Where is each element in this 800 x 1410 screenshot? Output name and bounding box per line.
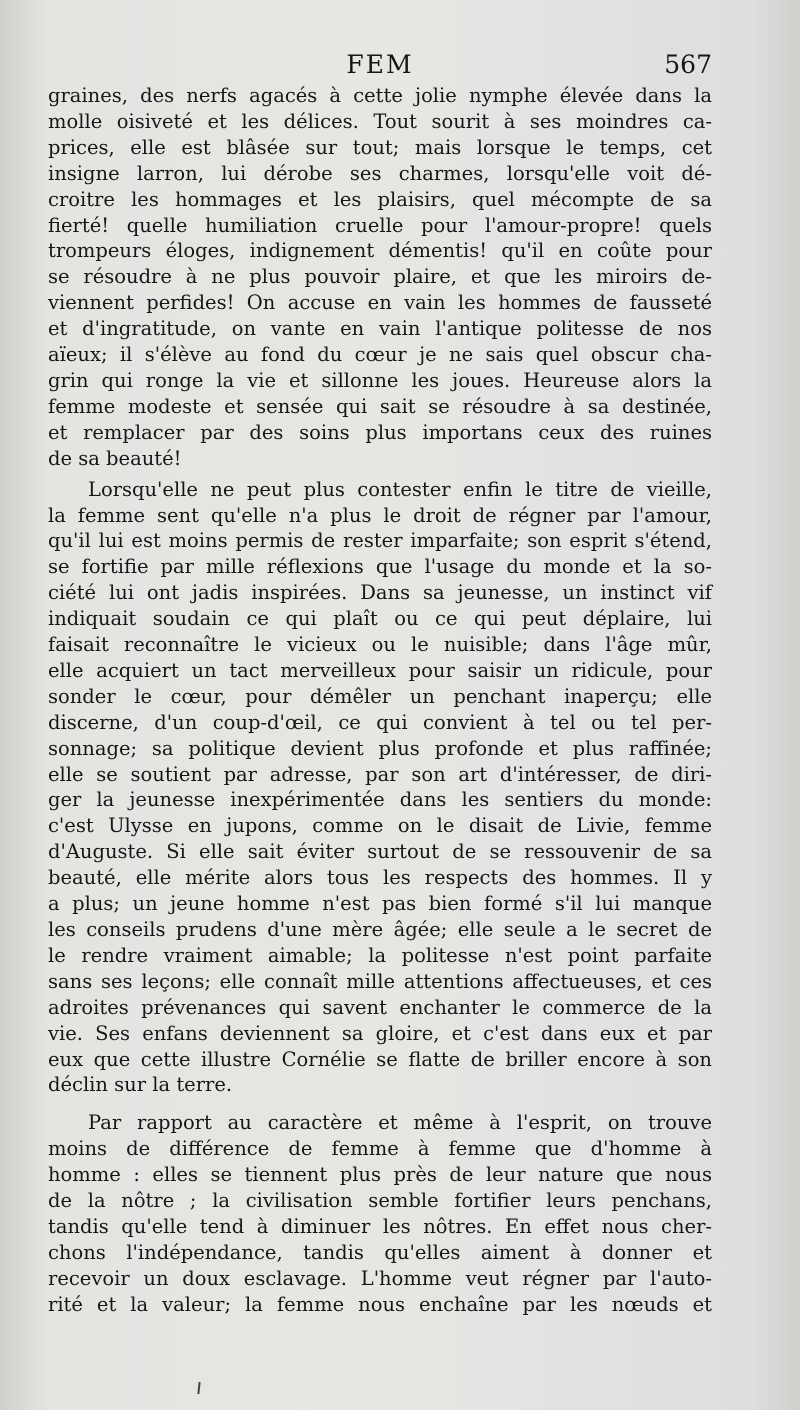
- text-line: elle se soutient par adresse, par son art d'intéresser, de diri-: [48, 762, 712, 786]
- text-line: se résoudre à ne plus pouvoir plaire, et que les miroirs de-: [48, 265, 712, 289]
- text-line: Par rapport au caractère et même à l'esprit, on trouve: [88, 1111, 712, 1135]
- text-line: prices, elle est blâsée sur tout; mais lorsque le temps, cet: [48, 135, 712, 159]
- paragraph-2: [48, 477, 712, 1099]
- text-line: sonder le cœur, pour démêler un penchant inaperçu; elle: [48, 684, 712, 708]
- page-header: [48, 48, 712, 82]
- body-text: [48, 83, 712, 1318]
- text-line: sonnage; sa politique devient plus profonde et plus raffinée;: [48, 736, 712, 760]
- text-line: les conseils prudens d'une mère âgée; elle seule a le secret de: [48, 918, 712, 941]
- text-line: beauté, elle mérite alors tous les respects des hommes. Il y: [48, 866, 712, 890]
- page-number: 567: [664, 50, 712, 79]
- text-line: trompeurs éloges, indignement démentis! qu'il en coûte pour: [48, 239, 712, 263]
- text-line: et d'ingratitude, on vante en vain l'antique politesse de nos: [48, 317, 712, 341]
- text-line: eux que cette illustre Cornélie se flatte de briller encore à son: [48, 1047, 712, 1071]
- text-line: de la nôtre ; la civilisation semble fortifier leurs penchans,: [48, 1189, 712, 1213]
- text-line: femme modeste et sensée qui sait se résoudre à sa destinée,: [48, 394, 712, 418]
- text-line: tandis qu'elle tend à diminuer les nôtres. En effet nous cher-: [48, 1214, 712, 1238]
- text-line: ciété lui ont jadis inspirées. Dans sa jeunesse, un instinct vif: [48, 581, 712, 605]
- text-line: sans ses leçons; elle connaît mille attentions affectueuses, et ces: [48, 969, 712, 993]
- text-line: a plus; un jeune homme n'est pas bien formé s'il lui manque: [48, 892, 712, 916]
- text-line: fierté! quelle humiliation cruelle pour l'amour-propre! quels: [48, 213, 712, 237]
- text-line: et remplacer par des soins plus importans ceux des ruines: [48, 420, 712, 444]
- text-line: déclin sur la terre.: [48, 1073, 233, 1097]
- text-line: grin qui ronge la vie et sillonne les joues. Heureuse alors la: [48, 368, 712, 392]
- text-line: moins de différence de femme à femme que d'homme à: [48, 1137, 712, 1161]
- text-line: c'est Ulysse en jupons, comme on le disait de Livie, femme: [48, 814, 712, 838]
- text-line: elle acquiert un tact merveilleux pour saisir un ridicule, pour: [48, 658, 712, 682]
- running-head: FEM: [346, 50, 414, 79]
- text-line: de sa beauté!: [48, 446, 182, 470]
- text-line: aïeux; il s'élève au fond du cœur je ne sais quel obscur cha-: [48, 343, 712, 367]
- text-line: indiquait soudain ce qui plaît ou ce qui peut déplaire, lui: [48, 607, 712, 631]
- text-line: graines, des nerfs agacés à cette jolie nymphe élevée dans la: [48, 84, 712, 107]
- text-line: adroites prévenances qui savent enchanter le commerce de la: [48, 995, 712, 1019]
- text-line: se fortifie par mille réflexions que l'usage du monde et la so-: [48, 555, 712, 579]
- text-line: Lorsqu'elle ne peut plus contester enfin le titre de vieille,: [88, 477, 712, 501]
- text-line: recevoir un doux esclavage. L'homme veut régner par l'auto-: [48, 1266, 712, 1290]
- text-line: ger la jeunesse inexpérimentée dans les sentiers du monde:: [48, 788, 712, 812]
- paragraph-3: [48, 1110, 712, 1317]
- text-line: chons l'indépendance, tandis qu'elles aiment à donner et: [48, 1240, 712, 1264]
- text-line: qu'il lui est moins permis de rester imparfaite; son esprit s'étend,: [48, 529, 712, 553]
- text-line: d'Auguste. Si elle sait éviter surtout de se ressouvenir de sa: [48, 840, 712, 864]
- paragraph-1: [48, 83, 712, 472]
- text-line: homme : elles se tiennent plus près de leur nature que nous: [48, 1163, 712, 1187]
- text-line: viennent perfides! On accuse en vain les hommes de fausseté: [48, 291, 712, 315]
- text-line: rité et la valeur; la femme nous enchaîne par les nœuds et: [48, 1292, 712, 1316]
- text-line: le rendre vraiment aimable; la politesse n'est point parfaite: [48, 943, 712, 967]
- text-line: croitre les hommages et les plaisirs, quel mécompte de sa: [48, 187, 712, 211]
- text-line: vie. Ses enfans deviennent sa gloire, et c'est dans eux et par: [48, 1021, 712, 1045]
- ink-mark: [197, 1382, 200, 1394]
- text-line: discerne, d'un coup-d'œil, ce qui convient à tel ou tel per-: [48, 710, 712, 734]
- text-line: faisait reconnaître le vicieux ou le nuisible; dans l'âge mûr,: [48, 633, 712, 657]
- text-line: molle oisiveté et les délices. Tout sourit à ses moindres ca-: [48, 109, 712, 133]
- text-line: la femme sent qu'elle n'a plus le droit de régner par l'amour,: [48, 503, 712, 527]
- text-line: insigne larron, lui dérobe ses charmes, lorsqu'elle voit dé-: [48, 161, 712, 185]
